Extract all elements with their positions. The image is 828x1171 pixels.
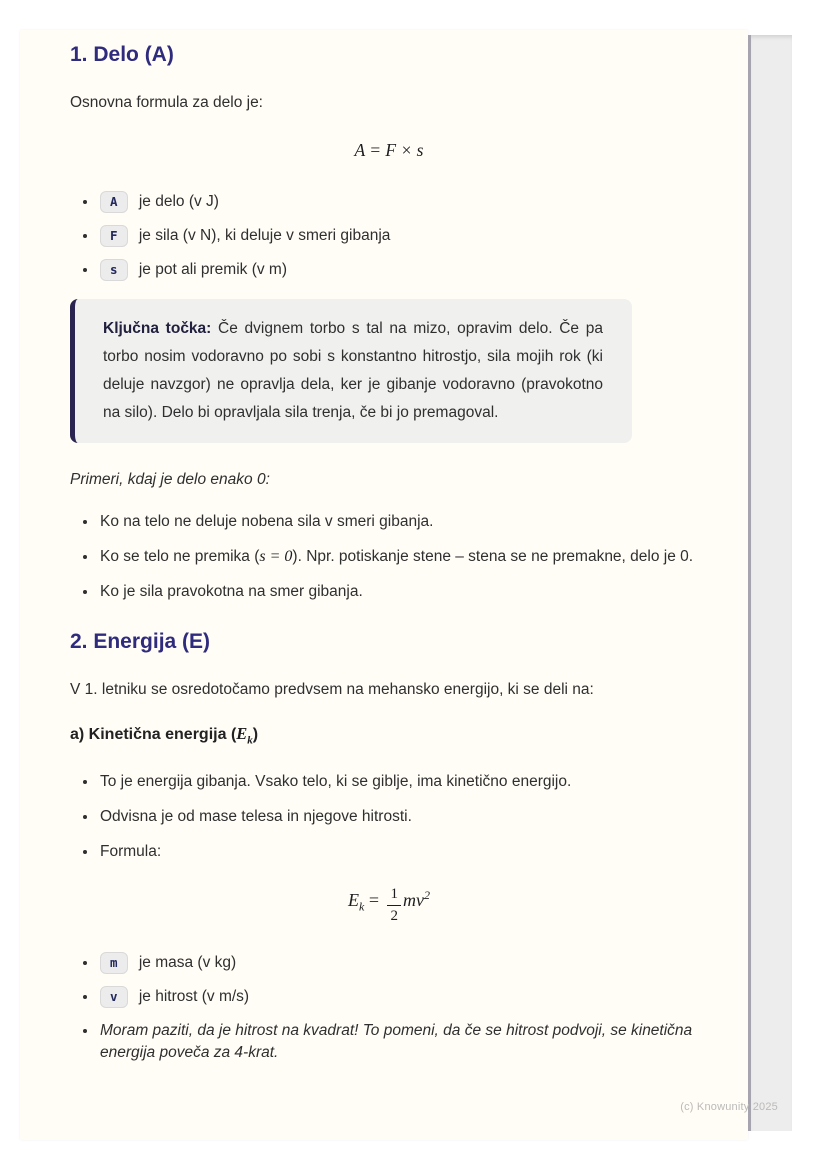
variable-desc: je masa (v kg) — [138, 954, 237, 972]
formula-lhs: E — [348, 890, 359, 911]
subheading-symbol — [236, 724, 253, 747]
example-text: Ko je sila pravokotna na smer gibanja. — [100, 583, 363, 600]
example-text: Ko na telo ne deluje nobena sila v smeri gibanja. — [100, 513, 434, 530]
example-text-post: ). Npr. potiskanje stene – stena se ne premakne, delo je 0. — [292, 548, 694, 565]
variable-badge-F: F — [100, 225, 128, 247]
symbol-E: E — [236, 724, 248, 743]
callout-label: Ključna točka: — [103, 320, 212, 337]
zero-work-examples-list — [70, 511, 708, 603]
section-heading-energija: 2. Energija (E) — [70, 630, 211, 653]
callout-text: Če dvignem torbo s tal na mizo, opravim delo. Če pa torbo nosim vodoravno po sobi s konstantno hitrostjo, sila mojih rok (ki deluje navzgor) ne opravlja dela, ker je gibanje vodoravno (pravokotno na silo). Delo bi opravljala sila trenja, če bi jo premagoval. — [103, 320, 603, 421]
formula-lhs-sub: k — [359, 899, 365, 914]
variable-desc: je hitrost (v m/s) — [138, 988, 250, 1006]
symbol-sub-k: k — [247, 734, 253, 747]
point-text: Odvisna je od mase telesa in njegove hitrosti. — [100, 808, 412, 826]
list-item — [98, 841, 708, 863]
subheading-post: ) — [252, 726, 259, 743]
kinetic-energy-formula — [70, 887, 708, 924]
key-point-callout — [70, 299, 632, 443]
work-variable-list — [70, 191, 708, 281]
example-text-pre: Ko se telo ne premika ( — [100, 548, 260, 565]
formula-exponent: 2 — [423, 888, 430, 903]
list-item — [98, 259, 708, 281]
variable-desc: je sila (v N), ki deluje v smeri gibanja — [138, 227, 391, 244]
list-item — [98, 771, 708, 793]
copyright-watermark: (c) Knowunity 2025 — [680, 1101, 778, 1113]
work-formula-text: A = F × s — [354, 140, 424, 160]
list-item — [98, 191, 708, 213]
energija-intro-text: V 1. letniku se osredotočamo predvsem na mehansko energijo, ki se deli na: — [70, 681, 594, 698]
inline-math: s = 0 — [259, 548, 293, 565]
variable-desc: je delo (v J) — [138, 193, 219, 210]
variable-desc: je pot ali premik (v m) — [138, 261, 287, 278]
list-item — [98, 986, 708, 1008]
next-page-edge — [748, 35, 792, 1131]
kinetic-energy-points-list — [70, 771, 708, 863]
list-item — [98, 952, 708, 974]
variable-badge-m: m — [100, 952, 128, 974]
variable-badge-v: v — [100, 986, 128, 1008]
list-item — [98, 1020, 708, 1064]
point-text: To je energija gibanja. Vsako telo, ki se giblje, ima kinetično energijo. — [100, 773, 572, 791]
fraction — [387, 887, 401, 924]
list-item — [98, 511, 708, 533]
delo-intro-text: Osnovna formula za delo je: — [70, 94, 263, 111]
subheading-pre: a) Kinetična energija ( — [70, 726, 237, 743]
note-text: Moram paziti, da je hitrost na kvadrat! To pomeni, da če se hitrost podvoji, se kinetična energija poveča za 4-krat. — [100, 1022, 693, 1062]
point-text: Formula: — [100, 843, 162, 861]
examples-intro-text: Primeri, kdaj je delo enako 0: — [70, 471, 270, 488]
kinetic-energy-subheading — [70, 723, 708, 751]
work-formula — [70, 140, 708, 161]
variable-badge-A: A — [100, 191, 128, 213]
variable-badge-s: s — [100, 259, 128, 281]
list-item — [98, 225, 708, 247]
document-page — [20, 30, 748, 1140]
formula-equals: = — [364, 890, 384, 911]
list-item — [98, 546, 708, 568]
fraction-numerator: 1 — [387, 887, 401, 906]
formula-rhs: mv — [402, 890, 424, 911]
fraction-denominator: 2 — [390, 908, 398, 925]
section-heading-delo: 1. Delo (A) — [70, 43, 174, 66]
kinetic-variable-list — [70, 952, 708, 1064]
list-item — [98, 806, 708, 828]
list-item — [98, 581, 708, 603]
